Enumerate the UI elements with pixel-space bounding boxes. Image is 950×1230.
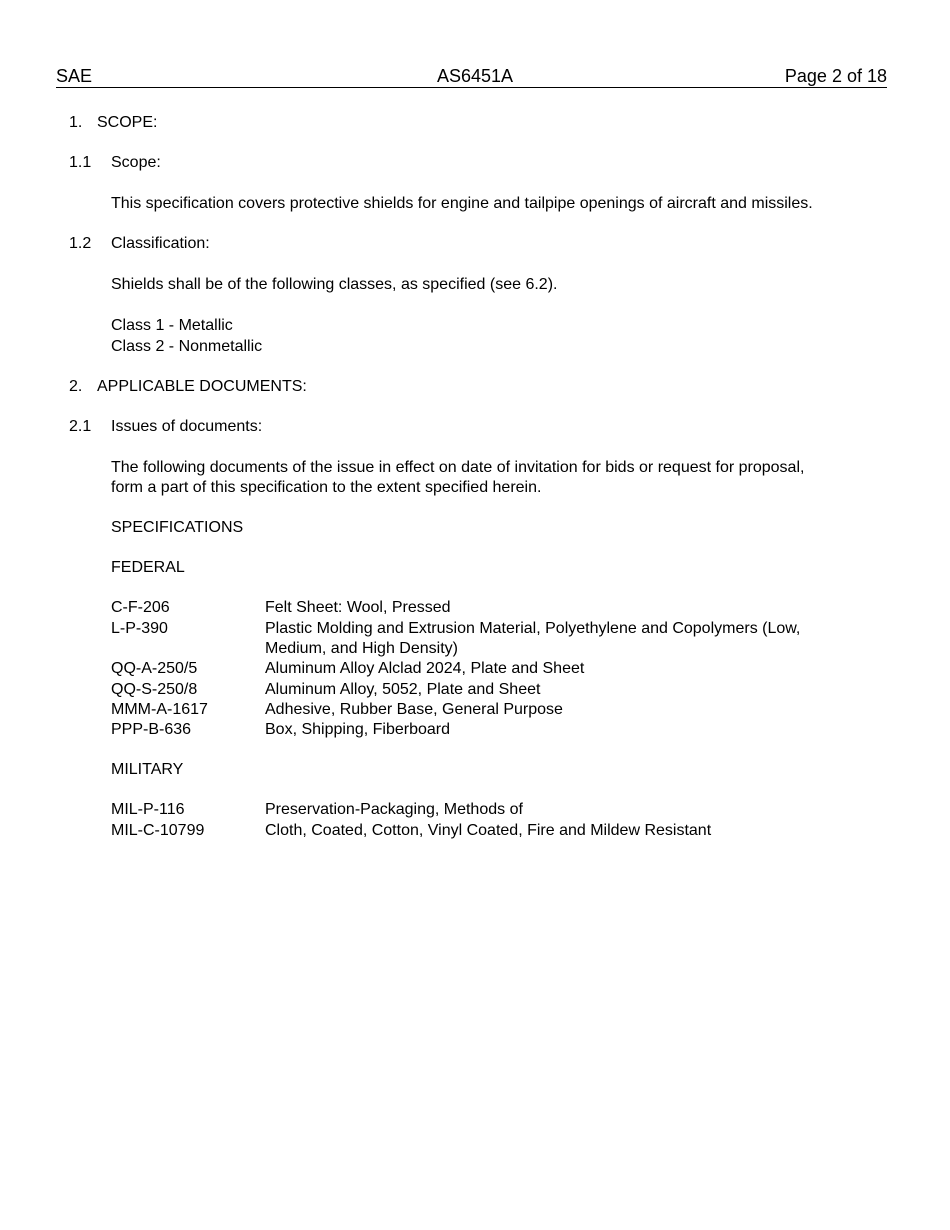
doc-code: MIL-C-10799 [111, 822, 205, 839]
doc-code: QQ-A-250/5 [111, 660, 198, 677]
doc-code: MMM-A-1617 [111, 701, 208, 718]
doc-description: Preservation-Packaging, Methods of [265, 801, 523, 818]
doc-description: Adhesive, Rubber Base, General Purpose [265, 701, 563, 718]
federal-heading: FEDERAL [111, 559, 185, 576]
doc-code: C-F-206 [111, 599, 170, 616]
class-1-item: Class 1 - Metallic [111, 317, 233, 334]
section-2-number: 2. [69, 378, 83, 395]
section-1-1-number: 1.1 [69, 154, 92, 171]
section-2-title: APPLICABLE DOCUMENTS: [97, 378, 307, 395]
specifications-heading: SPECIFICATIONS [111, 519, 244, 536]
doc-description: Aluminum Alloy Alclad 2024, Plate and Sheet [265, 660, 585, 677]
section-1-1-body: This specification covers protective shields for engine and tailpipe openings of aircraft and missiles. [111, 195, 813, 212]
doc-description: Aluminum Alloy, 5052, Plate and Sheet [265, 681, 541, 698]
section-1-2-body: Shields shall be of the following classes, as specified (see 6.2). [111, 276, 558, 293]
doc-code: MIL-P-116 [111, 801, 185, 818]
doc-description: Cloth, Coated, Cotton, Vinyl Coated, Fire and Mildew Resistant [265, 822, 712, 839]
section-1-2-number: 1.2 [69, 235, 92, 252]
section-1-number: 1. [69, 114, 83, 131]
header-page-number: Page 2 of 18 [784, 66, 887, 86]
doc-description: Box, Shipping, Fiberboard [265, 721, 450, 738]
section-2-1-title: Issues of documents: [111, 418, 263, 435]
section-1-1-title: Scope: [111, 154, 161, 171]
section-2-1-body-line-1: The following documents of the issue in effect on date of invitation for bids or request for proposal, [111, 459, 805, 476]
section-2-1-body-line-2: form a part of this specification to the extent specified herein. [111, 479, 542, 496]
section-1-title: SCOPE: [97, 114, 158, 131]
doc-description: Plastic Molding and Extrusion Material, Polyethylene and Copolymers (Low, Medium, and High Density) [265, 620, 801, 657]
page-header [56, 66, 887, 88]
header-doc-number: AS6451A [436, 66, 514, 86]
military-heading: MILITARY [111, 761, 184, 778]
doc-code: QQ-S-250/8 [111, 681, 198, 698]
header-org: SAE [56, 66, 93, 86]
section-1-2-title: Classification: [111, 235, 210, 252]
class-2-item: Class 2 - Nonmetallic [111, 338, 263, 355]
section-2-1-number: 2.1 [69, 418, 92, 435]
doc-code: L-P-390 [111, 620, 168, 637]
doc-code: PPP-B-636 [111, 721, 192, 738]
doc-description: Felt Sheet: Wool, Pressed [265, 599, 451, 616]
